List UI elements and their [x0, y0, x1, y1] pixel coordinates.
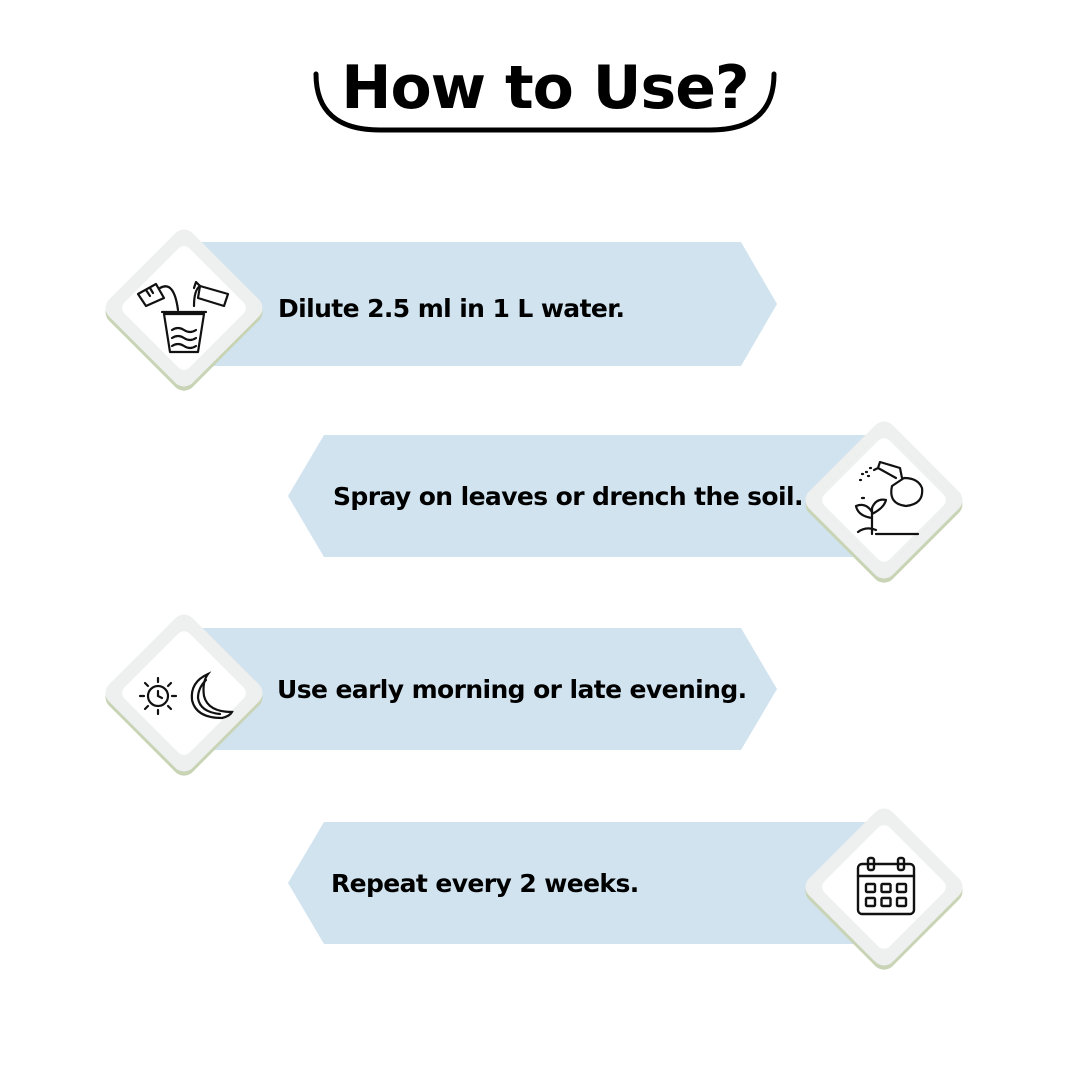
calendar-icon — [854, 856, 918, 918]
step-2-text: Spray on leaves or drench the soil. — [333, 482, 803, 511]
page-title: How to Use? — [341, 53, 749, 123]
step-1-text: Dilute 2.5 ml in 1 L water. — [278, 294, 625, 323]
title-block — [310, 40, 780, 140]
pouring-bottle-into-bucket-icon — [134, 276, 234, 356]
step-3-text: Use early morning or late evening. — [277, 675, 747, 704]
sun-and-moon-icon — [136, 668, 236, 724]
spray-bottle-plant-icon — [848, 456, 928, 540]
step-4-text: Repeat every 2 weeks. — [331, 869, 639, 898]
